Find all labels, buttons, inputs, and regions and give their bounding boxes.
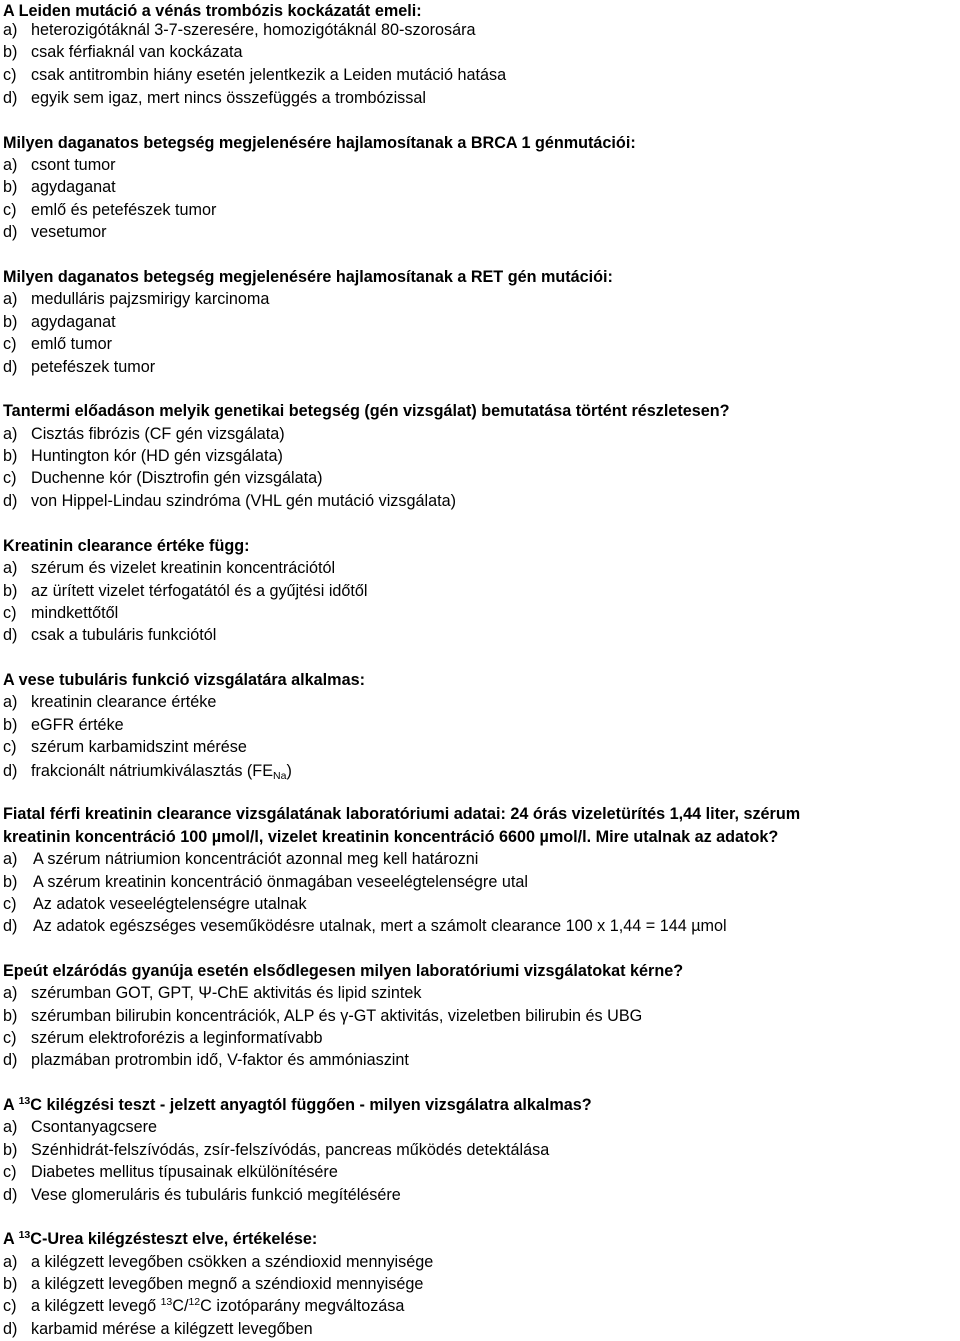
option-letter: a)	[3, 156, 18, 174]
option-subscript: Na	[273, 770, 287, 782]
option-text: eGFR értéke	[31, 716, 124, 734]
option-text: Szénhidrát-felszívódás, zsír-felszívódás, pancreas működés detektálása	[31, 1141, 550, 1159]
option-text: szérumban GOT, GPT, Ψ-ChE aktivitás és lipid szintek	[31, 984, 422, 1002]
option-text: medulláris pajzsmirigy karcinoma	[31, 290, 270, 308]
question-title: A Leiden mutáció a vénás trombózis kockázatát emeli:	[3, 2, 422, 20]
option	[3, 221, 107, 243]
option-letter: a)	[3, 1253, 18, 1271]
option-text: Duchenne kór (Disztrofin gén vizsgálata)	[31, 469, 323, 487]
option-letter: a)	[3, 559, 18, 577]
option	[3, 1184, 401, 1206]
option-text: vesetumor	[31, 223, 107, 241]
option	[3, 1005, 642, 1027]
question-title: Milyen daganatos betegség megjelenésére hajlamosítanak a BRCA 1 génmutációi:	[3, 134, 636, 152]
option	[3, 288, 269, 310]
option	[3, 1139, 549, 1161]
option	[3, 41, 242, 63]
option-text: a kilégzett levegő	[31, 1297, 161, 1315]
question-title: Epeút elzáródás gyanúja esetén elsődlegesen milyen laboratóriumi vizsgálatokat kérne?	[3, 962, 684, 980]
question-title: Kreatinin clearance értéke függ:	[3, 537, 250, 555]
option-text: csont tumor	[31, 156, 116, 174]
option-letter: b)	[3, 313, 18, 331]
option	[3, 356, 155, 378]
option-letter: b)	[3, 716, 18, 734]
option-text: mindkettőtől	[31, 604, 119, 622]
option-text: szérum elektroforézis a leginformatívabb	[31, 1029, 323, 1047]
option-letter: d)	[3, 492, 18, 510]
option-letter: c)	[3, 738, 17, 756]
option-letter: c)	[3, 1297, 17, 1315]
option	[3, 19, 476, 41]
question-title-prefix: A	[3, 1230, 19, 1248]
option	[3, 490, 456, 512]
option	[3, 871, 528, 893]
option-text: csak antitrombin hiány esetén jelentkezik a Leiden mutáció hatása	[31, 66, 507, 84]
option-text-end: )	[286, 762, 292, 780]
option	[3, 602, 118, 624]
option-text: karbamid mérése a kilégzett levegőben	[31, 1320, 313, 1338]
question-title-text: C-Urea kilégzésteszt elve, értékelése:	[30, 1230, 318, 1248]
option	[3, 64, 506, 86]
option-text: szérumban bilirubin koncentrációk, ALP és γ-GT aktivitás, vizeletben bilirubin és UBG	[31, 1007, 643, 1025]
option	[3, 1318, 313, 1340]
option	[3, 624, 216, 646]
question-title-superscript: 13	[18, 1095, 31, 1107]
option-letter: b)	[3, 873, 18, 891]
option	[3, 1161, 338, 1183]
option	[3, 87, 426, 109]
option-text: C/	[172, 1297, 189, 1315]
option-text: Huntington kór (HD gén vizsgálata)	[31, 447, 283, 465]
option-letter: d)	[3, 1186, 18, 1204]
option-text: Az adatok egészséges veseműködésre utalnak, mert a számolt clearance 100 x 1,44 = 144 µmol	[33, 917, 727, 935]
option	[3, 893, 307, 915]
option-text: a kilégzett levegőben csökken a széndioxid mennyisége	[31, 1253, 434, 1271]
option	[3, 1273, 423, 1295]
option	[3, 199, 216, 221]
option	[3, 1116, 157, 1138]
option	[3, 982, 421, 1004]
option	[3, 736, 247, 758]
option-letter: a)	[3, 984, 18, 1002]
option-text: az ürített vizelet térfogatától és a gyűjtési időtől	[31, 582, 368, 600]
option	[3, 154, 116, 176]
option-text: plazmában protrombin idő, V-faktor és ammóniaszint	[31, 1051, 409, 1069]
option-superscript: 13	[160, 1296, 173, 1308]
option-letter: b)	[3, 178, 18, 196]
question-title-text: C kilégzési teszt - jelzett anyagtól függően - milyen vizsgálatra alkalmas?	[30, 1096, 592, 1114]
question-title-continued: kreatinin koncentráció 100 µmol/l, vizelet kreatinin koncentráció 6600 µmol/l. Mire utalnak az adatok?	[3, 828, 779, 846]
option-text: frakcionált nátriumkiválasztás (FE	[31, 762, 273, 780]
option-text: csak férfiaknál van kockázata	[31, 43, 243, 61]
option-letter: c)	[3, 66, 17, 84]
option	[3, 333, 112, 355]
option-letter: a)	[3, 850, 18, 868]
option-text: agydaganat	[31, 313, 116, 331]
option-letter: c)	[3, 604, 17, 622]
option-text: szérum és vizelet kreatinin koncentrációtól	[31, 559, 336, 577]
option-letter: d)	[3, 917, 18, 935]
option	[3, 1027, 323, 1049]
option	[3, 1049, 409, 1071]
option	[3, 580, 368, 602]
option-text: von Hippel-Lindau szindróma (VHL gén mutáció vizsgálata)	[31, 492, 456, 510]
option-text: agydaganat	[31, 178, 116, 196]
option-text: egyik sem igaz, mert nincs összefüggés a trombózissal	[31, 89, 426, 107]
option-letter: b)	[3, 1007, 18, 1025]
question-title-prefix: A	[3, 1096, 19, 1114]
option-letter: a)	[3, 693, 18, 711]
question-title: A vese tubuláris funkció vizsgálatára alkalmas:	[3, 671, 365, 689]
option-letter: c)	[3, 895, 17, 913]
option-text: szérum karbamidszint mérése	[31, 738, 247, 756]
option-text: Az adatok veseelégtelenségre utalnak	[33, 895, 307, 913]
option-text: A szérum nátriumion koncentrációt azonnal meg kell határozni	[33, 850, 479, 868]
option-text: Cisztás fibrózis (CF gén vizsgálata)	[31, 425, 285, 443]
option-letter: d)	[3, 358, 18, 376]
option	[3, 445, 283, 467]
option	[3, 848, 478, 870]
option-text: heterozigótáknál 3-7-szeresére, homozigótáknál 80-szorosára	[31, 21, 476, 39]
option	[3, 760, 292, 782]
option-letter: c)	[3, 1163, 17, 1181]
question-title: Milyen daganatos betegség megjelenésére hajlamosítanak a RET gén mutációi:	[3, 268, 613, 286]
option	[3, 714, 124, 736]
option	[3, 467, 323, 489]
option-text: emlő és petefészek tumor	[31, 201, 217, 219]
question-title	[3, 1228, 317, 1250]
option-letter: b)	[3, 447, 18, 465]
option	[3, 311, 116, 333]
option-letter: c)	[3, 201, 17, 219]
option-text: csak a tubuláris funkciótól	[31, 626, 217, 644]
option	[3, 176, 116, 198]
option-letter: b)	[3, 1275, 18, 1293]
option-letter: c)	[3, 469, 17, 487]
option	[3, 423, 285, 445]
question-title	[3, 1094, 592, 1116]
option-text: Diabetes mellitus típusainak elkülönítésére	[31, 1163, 338, 1181]
option-text: Vese glomeruláris és tubuláris funkció megítélésére	[31, 1186, 401, 1204]
option-letter: d)	[3, 1320, 18, 1338]
option-letter: b)	[3, 1141, 18, 1159]
option-text: A szérum kreatinin koncentráció önmagában veseelégtelenségre utal	[33, 873, 528, 891]
question-title: Tantermi előadáson melyik genetikai betegség (gén vizsgálat) bemutatása történt részletesen?	[3, 402, 730, 420]
option-superscript: 12	[188, 1296, 201, 1308]
option-text: C izotóparány megváltozása	[200, 1297, 405, 1315]
question-title-superscript: 13	[18, 1229, 31, 1241]
option	[3, 557, 335, 579]
option-letter: d)	[3, 626, 18, 644]
option-letter: d)	[3, 223, 18, 241]
option-text: a kilégzett levegőben megnő a széndioxid mennyisége	[31, 1275, 424, 1293]
option-letter: c)	[3, 335, 17, 353]
option-letter: a)	[3, 425, 18, 443]
option-text: emlő tumor	[31, 335, 112, 353]
option	[3, 1295, 404, 1317]
option-letter: a)	[3, 1118, 18, 1136]
option-text: Csontanyagcsere	[31, 1118, 157, 1136]
question-title: Fiatal férfi kreatinin clearance vizsgálatának laboratóriumi adatai: 24 órás vizeletürítés 1,44 liter, szérum	[3, 805, 801, 823]
option-letter: d)	[3, 1051, 18, 1069]
option	[3, 691, 216, 713]
option-text: kreatinin clearance értéke	[31, 693, 217, 711]
option-text: petefészek tumor	[31, 358, 156, 376]
option	[3, 1251, 433, 1273]
option-letter: c)	[3, 1029, 17, 1047]
option-letter: d)	[3, 89, 18, 107]
option-letter: b)	[3, 43, 18, 61]
option-letter: d)	[3, 762, 18, 780]
option-letter: a)	[3, 290, 18, 308]
option	[3, 915, 727, 937]
option-letter: b)	[3, 582, 18, 600]
option-letter: a)	[3, 21, 18, 39]
